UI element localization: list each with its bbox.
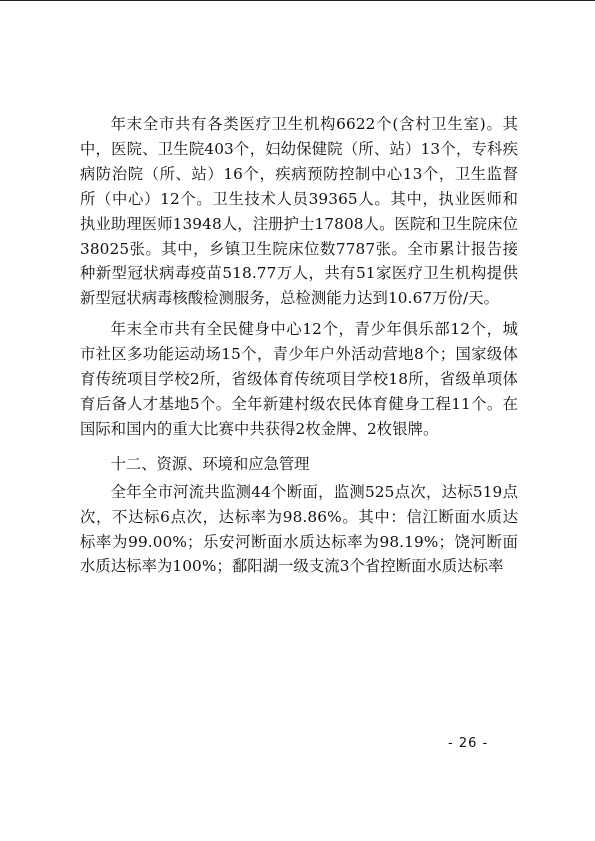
body-text <box>80 112 518 579</box>
section-heading: 十二、资源、环境和应急管理 <box>110 454 310 473</box>
paragraph-environment: 全年全市河流共监测44个断面，监测525点次，达标519点次，不达标6点次，达标率为98.86%。其中：信江断面水质达标率为99.00%；乐安河断面水质达标率为98.19%；饶河断面水质达标率为100%；鄱阳湖一级支流3个省控断面水质达标率 <box>80 482 518 576</box>
paragraph-sports: 年末全市共有全民健身中心12个，青少年俱乐部12个，城市社区多功能运动场15个，青少年户外活动营地8个；国家级体育传统项目学校2所，省级体育传统项目学校18所，省级单项体育后备人才基地5个。全年新建村级农民体育健身工程11个。在国际和国内的重大比赛中共获得2枚金牌、2枚银牌。 <box>80 320 518 438</box>
page-number: - 26 - <box>448 736 489 751</box>
top-rule <box>0 0 595 1</box>
paragraph-health: 年末全市共有各类医疗卫生机构6622个(含村卫生室)。其中，医院、卫生院403个，妇幼保健院（所、站）13个，专科疾病防治院（所、站）16个，疾病预防控制中心13个，卫生监督所（中心）12个。卫生技术人员39365人。其中，执业医师和执业助理医师13948人，注册护士17808人。医院和卫生院床位38025张。其中，乡镇卫生院床位数7787张。全市累计报告接种新型冠状病毒疫苗518.77万人，共有51家医疗卫生机构提供新型冠状病毒核酸检测服务，总检测能力达到10.67万份/天。 <box>80 115 518 308</box>
